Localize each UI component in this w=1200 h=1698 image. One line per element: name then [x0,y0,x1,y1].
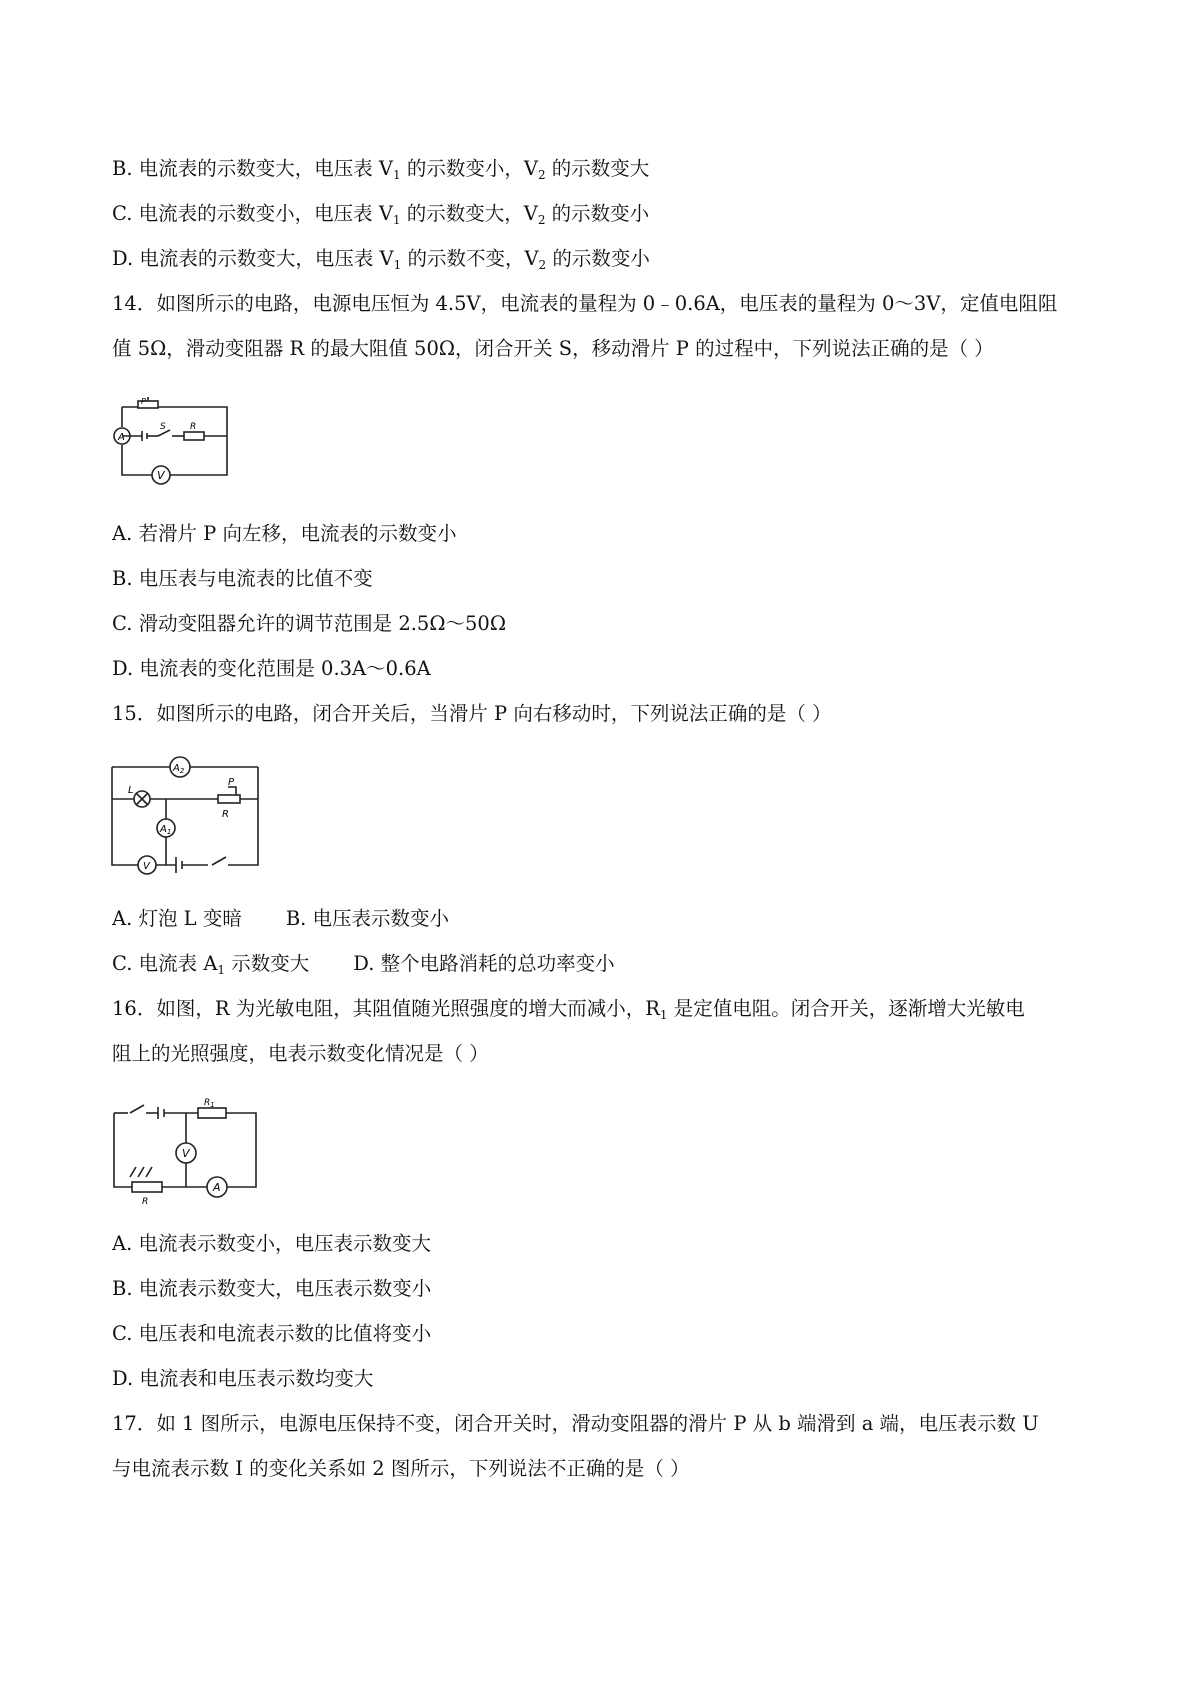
q15-option-d: D. 整个电路消耗的总功率变小 [353,952,615,975]
q14-option-c: C. 滑动变阻器允许的调节范围是 2.5Ω～50Ω [112,612,506,635]
q14-ammeter-label: A [118,432,125,443]
q16-ammeter-label: A [213,1181,221,1194]
q15-options-row-2 [112,950,615,984]
q17-stem-line-1: 17．如 1 图所示，电源电压保持不变，闭合开关时，滑动变阻器的滑片 P 从 b 端滑到 a 端，电压表示数 U [112,1412,1039,1435]
q13-option-d: D. 电流表的示数变大，电压表 $V_1$ 的示数不变，$V_2$ 的示数变小 [112,247,650,272]
q14-switch-label: S [160,422,166,432]
q16-r1-label: $R_1$ [204,1098,215,1109]
q16-stem-line-2: 阻上的光照强度，电表示数变化情况是（ ） [112,1042,489,1065]
q14-option-a: A. 若滑片 P 向左移，电流表的示数变小 [112,522,457,545]
q14-circuit-diagram [112,395,232,485]
q16-option-a: A. 电流表示数变小，电压表示数变大 [112,1232,431,1255]
q16-voltmeter-label: V [182,1147,190,1160]
q16-option-c: C. 电压表和电流表示数的比值将变小 [112,1322,432,1345]
q15-option-c: C. 电流表 $A_1$ 示数变大 [112,952,310,977]
q14-stem-line-1: 14．如图所示的电路，电源电压恒为 4.5V，电流表的量程为 0﹣0.6A，电压表的量程为 0～3V，定值电阻阻 [112,292,1058,315]
q14-stem-line-2: 值 5Ω，滑动变阻器 R 的最大阻值 50Ω，闭合开关 S，移动滑片 P 的过程中，下列说法正确的是（ ） [112,337,994,360]
q15-resistor-label: R [222,809,229,820]
q14-option-b: B. 电压表与电流表的比值不变 [112,567,373,590]
q16-option-d: D. 电流表和电压表示数均变大 [112,1367,374,1390]
q15-ammeter2-label: $A_2$ [173,763,185,775]
q15-ammeter1-label: $A_1$ [160,824,172,836]
q17-stem-line-2: 与电流表示数 I 的变化关系如 2 图所示，下列说法不正确的是（ ） [112,1457,690,1480]
q15-option-b: B. 电压表示数变小 [285,907,450,930]
q16-r-label: R [142,1197,149,1207]
q14-slider-label: P [141,397,146,406]
q14-resistor-label: R [190,422,197,432]
q16-option-b: B. 电流表示数变大，电压表示数变小 [112,1277,432,1300]
q13-option-b: B. 电流表的示数变大，电压表 $V_1$ 的示数变小，$V_2$ 的示数变大 [112,157,650,182]
q13-option-c: C. 电流表的示数变小，电压表 $V_1$ 的示数变大，$V_2$ 的示数变小 [112,202,650,227]
q16-stem-line-1: 16．如图，R 为光敏电阻，其阻值随光照强度的增大而减小，$R_1$ 是定值电阻。闭合开关，逐渐增大光敏电 [112,997,1025,1022]
q15-circuit-diagram [108,755,258,877]
q15-lamp-label: L [128,785,134,796]
q15-stem: 15．如图所示的电路，闭合开关后，当滑片 P 向右移动时，下列说法正确的是（ ） [112,702,832,725]
q15-slider-label: P [228,777,235,788]
q15-option-a: A. 灯泡 L 变暗 [112,907,242,930]
q15-options-row-1 [112,905,449,933]
q14-voltmeter-label: V [157,469,165,482]
q14-option-d: D. 电流表的变化范围是 0.3A～0.6A [112,657,431,680]
q16-circuit-diagram [108,1095,258,1207]
q15-voltmeter-label: V [143,861,150,872]
